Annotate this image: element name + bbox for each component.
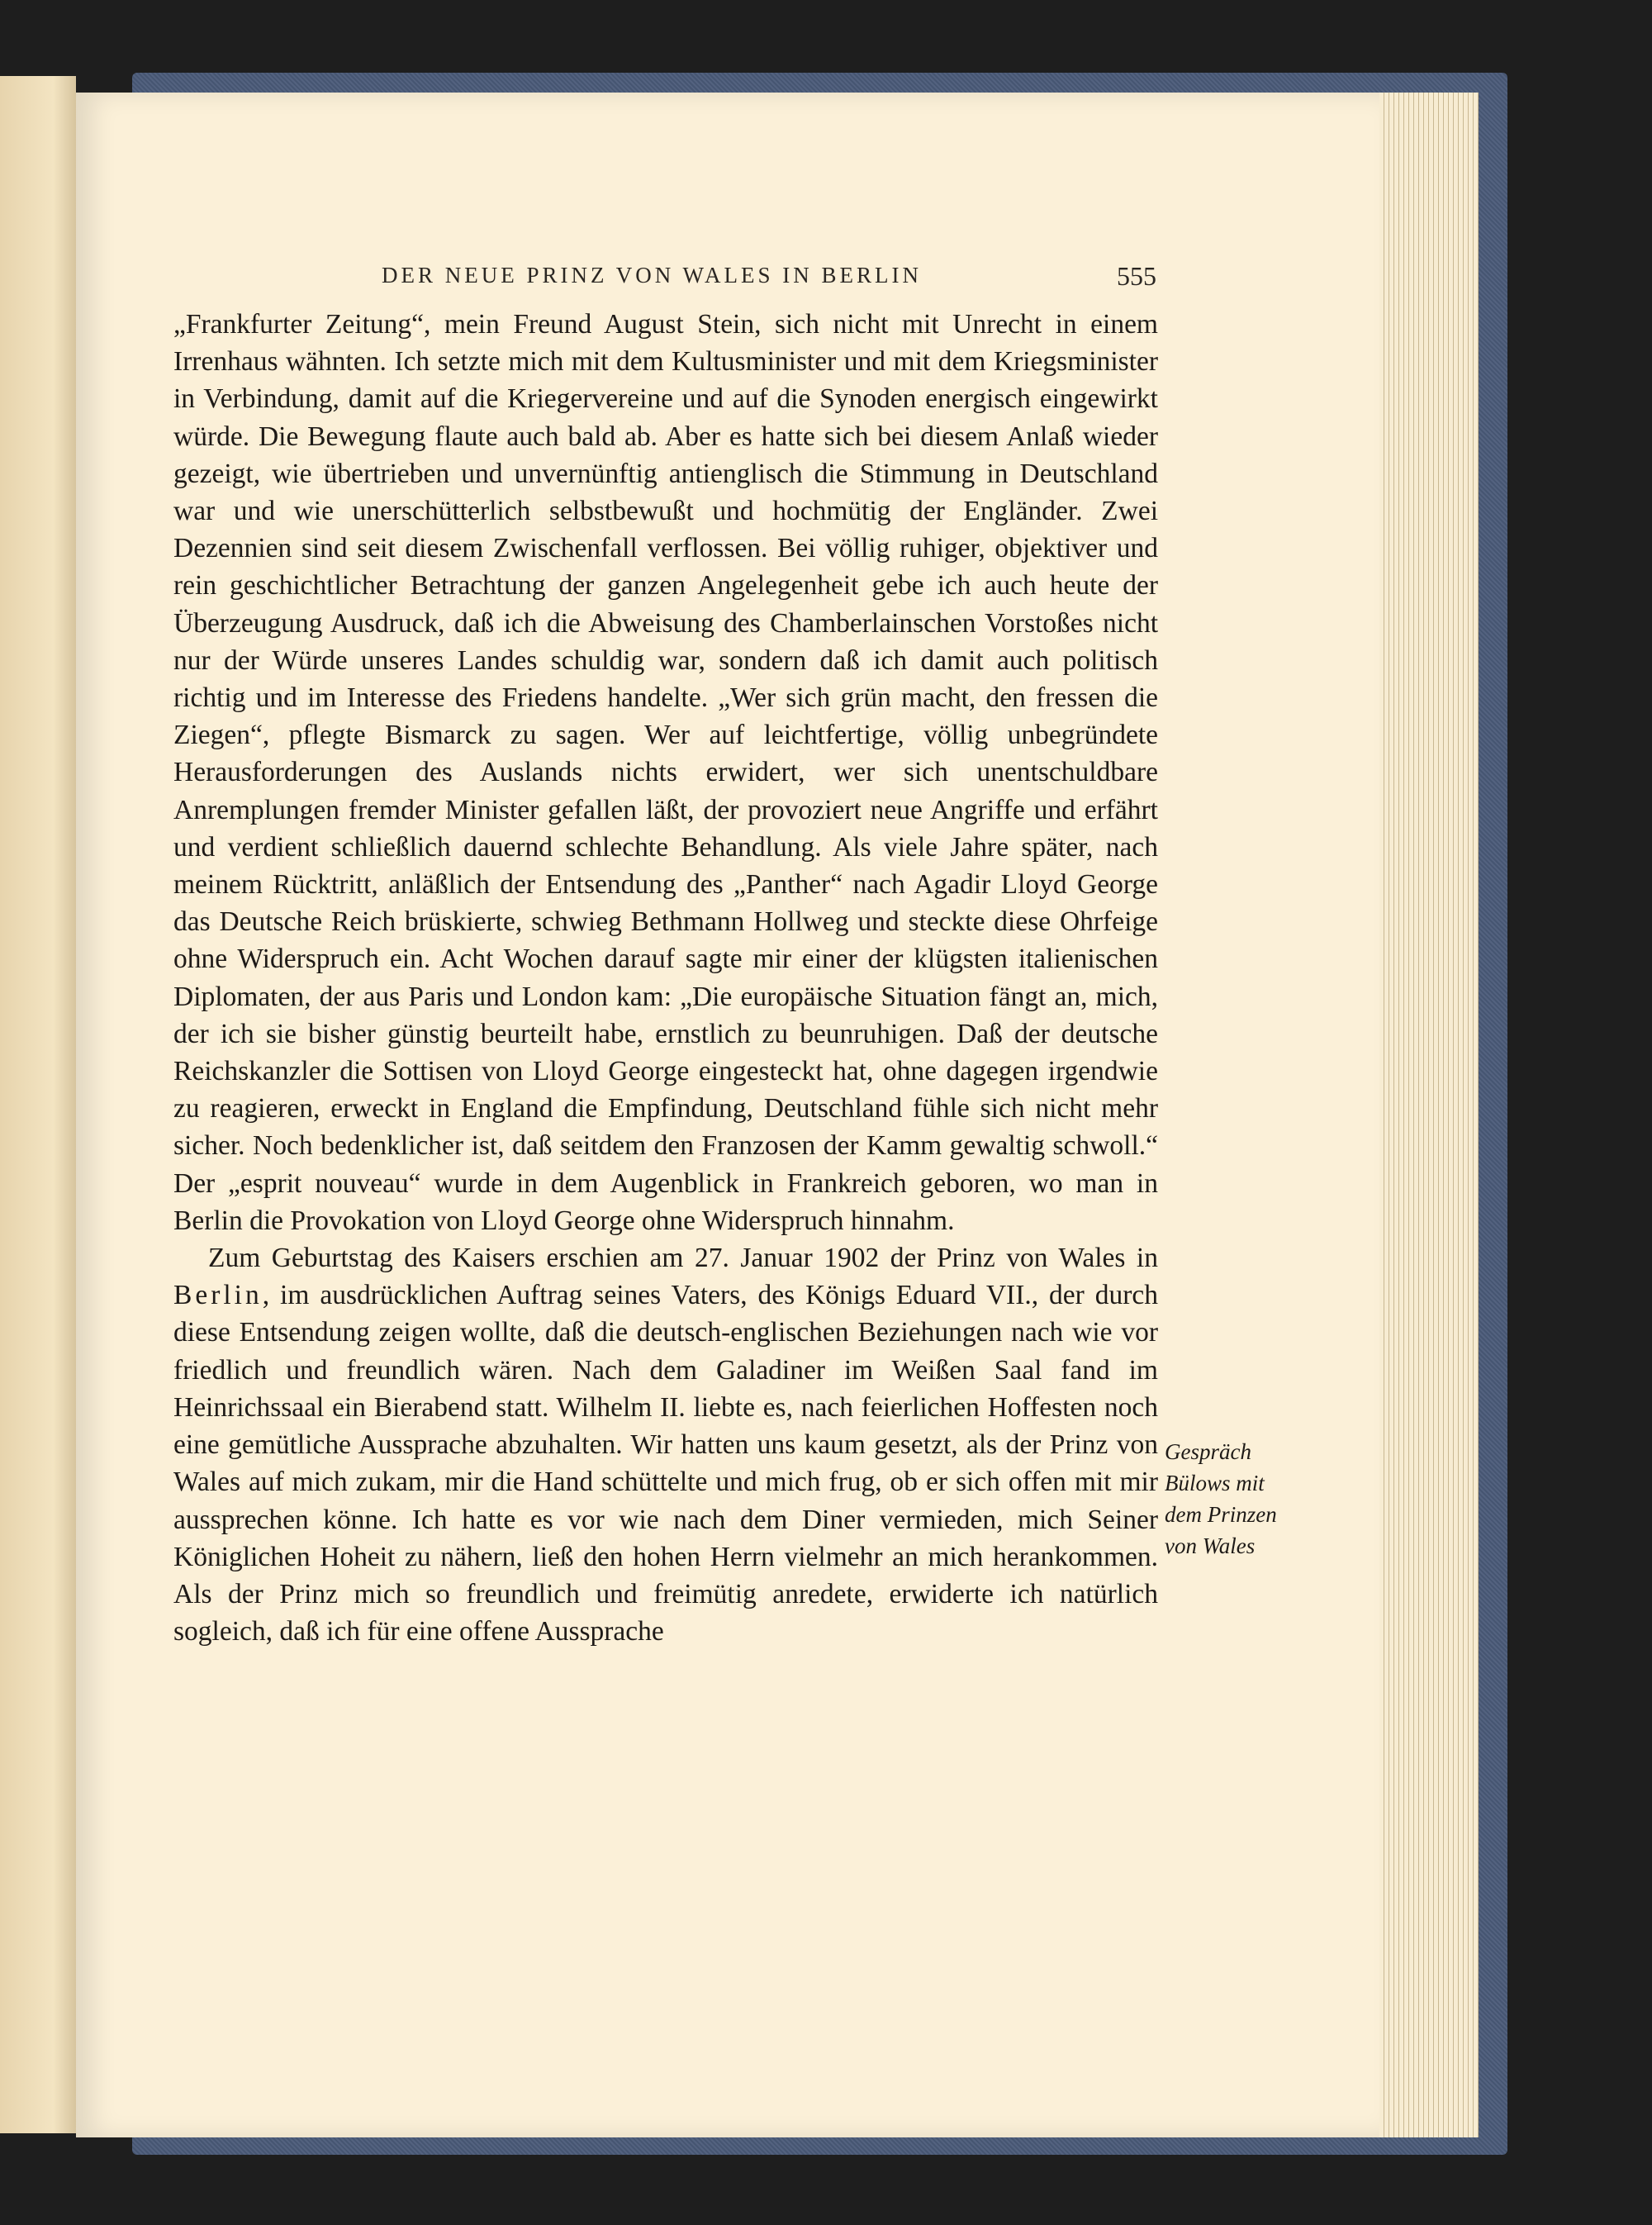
paragraph: „Frankfurter Zeitung“, mein Freund August Stein, sich nicht mit Unrecht in einem Irrenhaus wähnten. Ich setzte mich mit dem Kultusminister und mit dem Kriegsminister in Verbindung, damit auf die Kriegervereine und auf die Synoden energisch eingewirkt würde. Die Bewegung flaute auch bald ab. Aber es hatte sich bei diesem Anlaß wieder gezeigt, wie übertrieben und unvernünftig antienglisch die Stimmung in Deutschland war und wie unerschütterlich selbstbewußt und hochmütig der Engländer. Zwei Dezennien sind seit diesem Zwischenfall verflossen. Bei völlig ruhiger, objektiver und rein geschichtlicher Betrachtung der ganzen Angelegenheit gebe ich auch heute der Überzeugung Ausdruck, daß ich die Abweisung des Chamberlainschen Vorstoßes nicht nur der Würde unseres Landes schuldig war, sondern daß ich damit auch politisch richtig und im Interesse des Friedens handelte. „Wer sich grün macht, den fressen die Ziegen“, pflegte Bismarck zu sagen. Wer auf leichtfertige, völlig unbegründete Herausforderungen des Auslands nichts erwidert, wer sich unentschuldbare Anremplungen fremder Minister gefallen läßt, der provoziert neue Angriffe und erfährt und verdient schließlich dauernd schlechte Behandlung. Als viele Jahre später, nach meinem Rücktritt, anläßlich der Entsendung des „Panther“ nach Agadir Lloyd George das Deutsche Reich brüskierte, schwieg Bethmann Hollweg und steckte diese Ohrfeige ohne Widerspruch ein. Acht Wochen darauf sagte mir einer der klügsten italienischen Diplomaten, der aus Paris und London kam: „Die europäische Situation fängt an, mich, der ich sie bisher günstig beurteilt habe, ernstlich zu beunruhigen. Daß der deutsche Reichskanzler die Sottisen von Lloyd George eingesteckt hat, ohne dagegen irgendwie zu reagieren, erweckt in England die Empfindung, Deutschland fühle sich nicht mehr sicher. Noch bedenklicher ist, daß seitdem den Franzosen der Kamm gewaltig schwoll.“ Der „esprit nouveau“ wurde in dem Augenblick in Frankreich geboren, wo man in Berlin die Provokation von Lloyd George ohne Widerspruch hinnahm. [173,309,1158,1236]
margin-note-line: dem Prinzen [1165,1502,1277,1527]
paragraph-text: Zum Geburtstag des Kaisers erschien am 27. Januar 1902 der Prinz von Wales in [208,1243,1158,1274]
facing-page-edge [0,76,76,2133]
page-number: 555 [1117,261,1156,291]
running-header [382,263,1156,292]
margin-note [1165,1436,1322,1562]
page-block-edges [1379,93,1479,2137]
margin-note-line: Gespräch [1165,1439,1251,1464]
paragraph [173,1239,1158,1650]
paragraph-text: , im ausdrücklichen Auftrag seines Vaters, des Königs Eduard VII., der durch diese Entsendung zeigen wollte, daß die deutsch-englischen Beziehungen nach wie vor friedlich und freundlich wären. Nach dem Galadiner im Weißen Saal fand im Heinrichssaal ein Bierabend statt. Wilhelm II. liebte es, nach feierlichen Hoffesten noch eine gemütliche Aussprache abzuhalten. Wir hatten uns kaum gesetzt, als der Prinz von Wales auf mich zukam, mir die Hand schüttelte und mich frug, ob er sich offen mit mir aussprechen könne. Ich hatte es vor wie nach dem Diner vermieden, mich Seiner Königlichen Hoheit zu nähern, ließ den hohen Herrn vielmehr an mich herankommen. Als der Prinz mich so freundlich und freimütig anredete, erwiderte ich natürlich sogleich, daß ich für eine offene Aussprache [173,1280,1158,1647]
emphasis-text: Berlin [173,1280,263,1311]
running-title: DER NEUE PRINZ VON WALES IN BERLIN [382,263,922,288]
body-text [173,306,1158,1650]
margin-note-line: von Wales [1165,1533,1256,1558]
margin-note-line: Bülows mit [1165,1471,1265,1495]
